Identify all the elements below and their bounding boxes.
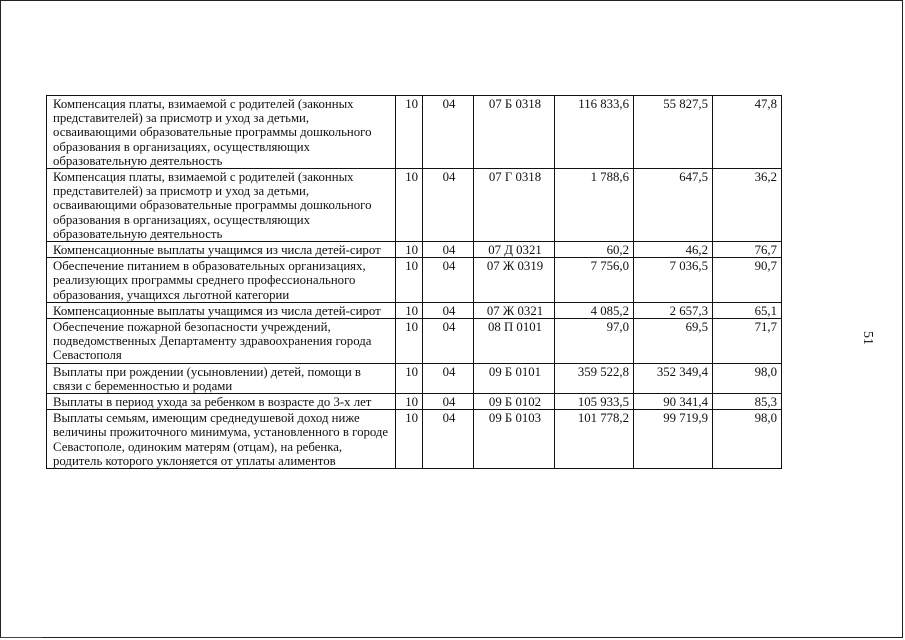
table-row: [47, 363, 782, 393]
table-row: [47, 319, 782, 364]
cell-percent: 90,7: [713, 258, 782, 303]
cell-target-code: 07 Г 0318: [474, 169, 555, 242]
cell-plan: 105 933,5: [555, 394, 634, 410]
cell-name: Обеспечение питанием в образовательных организациях, реализующих программы среднего профессионального образования, учащихся льготной категории: [47, 258, 396, 303]
cell-section: 10: [396, 242, 423, 258]
cell-target-code: 09 Б 0101: [474, 363, 555, 393]
cell-target-code: 08 П 0101: [474, 319, 555, 364]
cell-fact: 90 341,4: [634, 394, 713, 410]
table-row: [47, 242, 782, 258]
cell-percent: 98,0: [713, 363, 782, 393]
cell-plan: 4 085,2: [555, 302, 634, 318]
scan-artifact-line: [0, 637, 42, 638]
cell-percent: 98,0: [713, 410, 782, 469]
cell-percent: 47,8: [713, 96, 782, 169]
cell-section: 10: [396, 258, 423, 303]
cell-name: Выплаты в период ухода за ребенком в возрасте до 3-х лет: [47, 394, 396, 410]
cell-fact: 7 036,5: [634, 258, 713, 303]
cell-section: 10: [396, 394, 423, 410]
cell-name: Компенсационные выплаты учащимся из числа детей-сирот: [47, 302, 396, 318]
cell-name: Компенсационные выплаты учащимся из числа детей-сирот: [47, 242, 396, 258]
cell-subsection: 04: [423, 96, 474, 169]
cell-percent: 85,3: [713, 394, 782, 410]
cell-plan: 1 788,6: [555, 169, 634, 242]
table-row: [47, 410, 782, 469]
cell-plan: 359 522,8: [555, 363, 634, 393]
cell-percent: 36,2: [713, 169, 782, 242]
cell-section: 10: [396, 410, 423, 469]
cell-section: 10: [396, 363, 423, 393]
cell-section: 10: [396, 96, 423, 169]
cell-subsection: 04: [423, 302, 474, 318]
cell-target-code: 07 Ж 0319: [474, 258, 555, 303]
cell-target-code: 09 Б 0102: [474, 394, 555, 410]
cell-target-code: 07 Б 0318: [474, 96, 555, 169]
cell-plan: 97,0: [555, 319, 634, 364]
cell-target-code: 09 Б 0103: [474, 410, 555, 469]
cell-fact: 69,5: [634, 319, 713, 364]
table-row: [47, 169, 782, 242]
table-row: [47, 302, 782, 318]
table-row: [47, 394, 782, 410]
page-number: 51: [860, 331, 875, 345]
cell-subsection: 04: [423, 319, 474, 364]
cell-name: Компенсация платы, взимаемой с родителей (законных представителей) за присмотр и уход за детьми, осваивающими образовательные программы дошкольного образования в организациях, осуществляющих образовательную деятельность: [47, 96, 396, 169]
cell-name: Обеспечение пожарной безопасности учреждений, подведомственных Департаменту здравоохранения города Севастополя: [47, 319, 396, 364]
cell-fact: 647,5: [634, 169, 713, 242]
cell-plan: 101 778,2: [555, 410, 634, 469]
cell-subsection: 04: [423, 363, 474, 393]
cell-section: 10: [396, 319, 423, 364]
cell-target-code: 07 Д 0321: [474, 242, 555, 258]
table-row: [47, 258, 782, 303]
cell-name: Выплаты при рождении (усыновлении) детей, помощи в связи с беременностью и родами: [47, 363, 396, 393]
cell-section: 10: [396, 169, 423, 242]
cell-target-code: 07 Ж 0321: [474, 302, 555, 318]
cell-plan: 60,2: [555, 242, 634, 258]
cell-fact: 2 657,3: [634, 302, 713, 318]
cell-fact: 352 349,4: [634, 363, 713, 393]
cell-subsection: 04: [423, 394, 474, 410]
cell-section: 10: [396, 302, 423, 318]
budget-table-body: [47, 96, 782, 469]
cell-fact: 55 827,5: [634, 96, 713, 169]
cell-subsection: 04: [423, 258, 474, 303]
cell-fact: 46,2: [634, 242, 713, 258]
cell-name: Выплаты семьям, имеющим среднедушевой доход ниже величины прожиточного минимума, установленного в городе Севастополе, одиноким матерям (отцам), на ребенка, родитель которого уклоняется от уплаты алиментов: [47, 410, 396, 469]
cell-plan: 116 833,6: [555, 96, 634, 169]
cell-percent: 65,1: [713, 302, 782, 318]
cell-plan: 7 756,0: [555, 258, 634, 303]
cell-fact: 99 719,9: [634, 410, 713, 469]
cell-subsection: 04: [423, 410, 474, 469]
cell-subsection: 04: [423, 242, 474, 258]
table-row: [47, 96, 782, 169]
cell-percent: 71,7: [713, 319, 782, 364]
cell-subsection: 04: [423, 169, 474, 242]
budget-table: [46, 95, 782, 469]
cell-percent: 76,7: [713, 242, 782, 258]
cell-name: Компенсация платы, взимаемой с родителей (законных представителей) за присмотр и уход за детьми, осваивающими образовательные программы дошкольного образования в организациях, осуществляющих образовательную деятельность: [47, 169, 396, 242]
